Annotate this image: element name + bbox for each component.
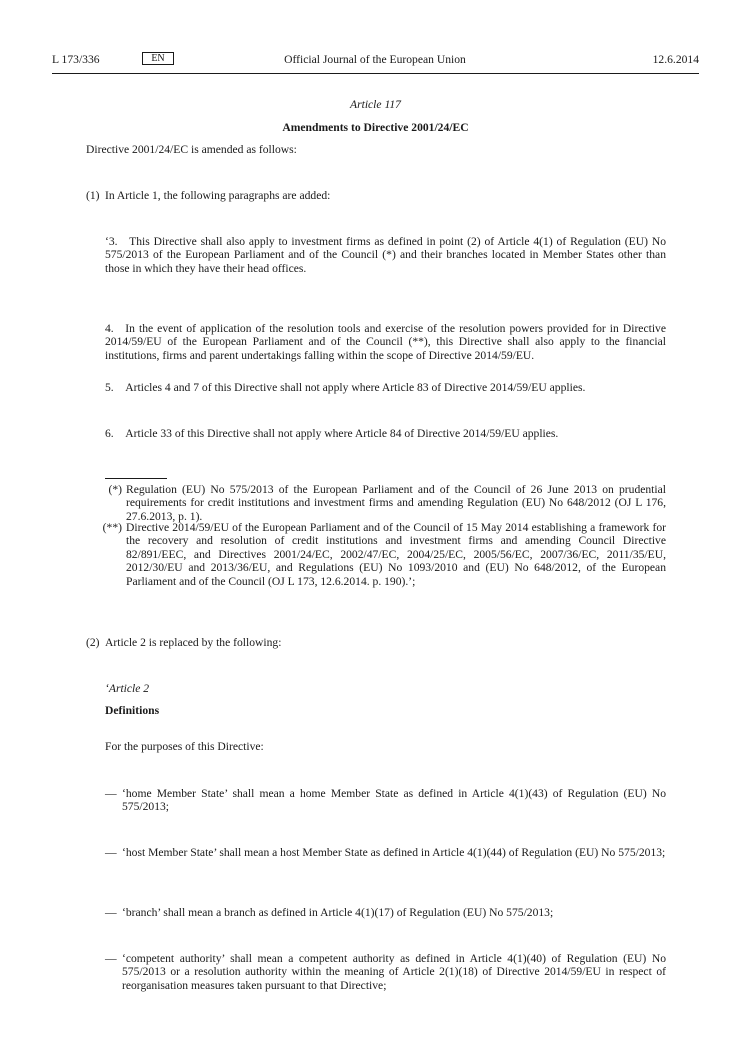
- paragraph-4: 4. In the event of application of the resolution tools and exercise of the resolution powers provided for in Directive 2014/59/EU of the European Parliament and of the Council (**), this Directive shall also apply to the financial institutions, firms and parent undertakings falling within the scope of Directive 2014/59/EU.: [105, 322, 666, 362]
- article-title: Amendments to Directive 2001/24/EC: [282, 121, 469, 134]
- language-badge: EN: [142, 52, 174, 65]
- article-2-intro: For the purposes of this Directive:: [105, 740, 264, 753]
- publication-date: 12.6.2014: [652, 53, 699, 66]
- page-reference: L 173/336: [52, 53, 100, 66]
- paragraph-5: 5. Articles 4 and 7 of this Directive shall not apply where Article 83 of Directive 2014/59/EU applies.: [105, 381, 586, 394]
- footnote-mark: (*): [108, 483, 122, 496]
- definition-home-member-state: ‘home Member State’ shall mean a home Member State as defined in Article 4(1)(43) of Regulation (EU) No 575/2013;: [122, 787, 666, 814]
- article-intro: Directive 2001/24/EC is amended as follows:: [86, 143, 297, 156]
- point-number: (1): [86, 189, 100, 202]
- article-label: Article 117: [350, 98, 401, 111]
- header-divider: [52, 73, 699, 74]
- paragraph-3: ‘3. This Directive shall also apply to investment firms as defined in point (2) of Article 4(1) of Regulation (EU) No 575/2013 of the European Parliament and of the Council (*) and their branches located in Member States other than those in which they have their head offices.: [105, 235, 666, 275]
- point-text: Article 2 is replaced by the following:: [105, 636, 282, 649]
- footnote-text: Directive 2014/59/EU of the European Parliament and of the Council of 15 May 2014 establishing a framework for the recovery and resolution of credit institutions and investment firms and amending Council Directive 82/891/EEC, and Directives 2001/24/EC, 2002/47/EC, 2004/25/EC, 2005/56/EC, 2007/36/EC, 2011/35/EU, 2012/30/EU and 2013/36/EU, and Regulations (EU) No 1093/2010 and (EU) No 648/2012, of the European Parliament and of the Council (OJ L 173, 12.6.2014. p. 190).’;: [126, 521, 666, 588]
- point-number: (2): [86, 636, 100, 649]
- journal-title: Official Journal of the European Union: [284, 53, 466, 66]
- footnote-text: Regulation (EU) No 575/2013 of the European Parliament and of the Council of 26 June 2013 on prudential requirements for credit institutions and investment firms and amending Regulation (EU) No 648/2012 (OJ L 176, 27.6.2013, p. 1).: [126, 483, 666, 523]
- definition-competent-authority: ‘competent authority’ shall mean a competent authority as defined in Article 4(1)(40) of Regulation (EU) No 575/2013 or a resolution authority within the meaning of Article 2(1)(18) of Directive 2014/59/EU in respect of reorganisation measures taken pursuant to that Directive;: [122, 952, 666, 992]
- point-text: In Article 1, the following paragraphs are added:: [105, 189, 331, 202]
- article-2-label: ‘Article 2: [105, 682, 150, 695]
- list-dash: —: [105, 787, 117, 800]
- article-2-title: Definitions: [105, 704, 160, 717]
- list-dash: —: [105, 906, 117, 919]
- footnote-divider: [105, 478, 167, 479]
- list-dash: —: [105, 952, 117, 965]
- definition-branch: ‘branch’ shall mean a branch as defined in Article 4(1)(17) of Regulation (EU) No 575/2013;: [122, 906, 554, 919]
- footnote-mark: (**): [102, 521, 122, 534]
- list-dash: —: [105, 846, 117, 859]
- definition-host-member-state: ‘host Member State’ shall mean a host Member State as defined in Article 4(1)(44) of Regulation (EU) No 575/2013;: [122, 846, 666, 859]
- paragraph-6: 6. Article 33 of this Directive shall not apply where Article 84 of Directive 2014/59/EU applies.: [105, 427, 559, 440]
